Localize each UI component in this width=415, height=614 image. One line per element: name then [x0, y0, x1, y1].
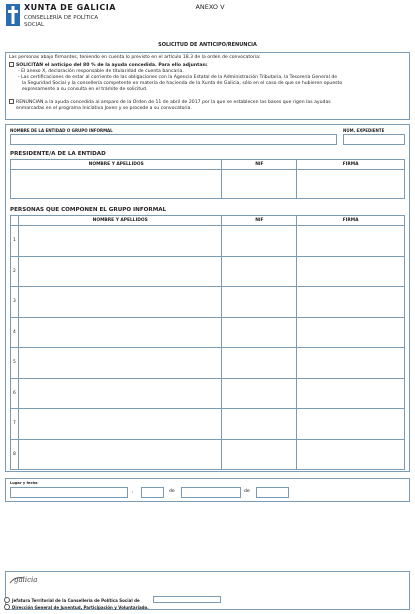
table-row: [11, 226, 405, 257]
anticipo-item-2c: expresamente a su consulta en el trámite de solicitud.: [22, 86, 148, 92]
member-name-input[interactable]: [18, 439, 221, 470]
entity-name-input[interactable]: [10, 134, 337, 145]
member-nif-input[interactable]: [222, 317, 297, 348]
president-section-title: PRESIDENTE/A DE LA ENTIDAD: [10, 151, 106, 157]
group-table: [10, 215, 405, 470]
recipient-direccion-label: Dirección General de Juventud, Participación y Voluntariado.: [12, 604, 149, 610]
member-nif-input[interactable]: [222, 409, 297, 440]
group-section-title: PERSONAS QUE COMPONEN EL GRUPO INFORMAL: [10, 207, 167, 213]
table-row: [11, 348, 405, 379]
anticipo-item-2b: la Seguridad Social y la consellería competente en materia de hacienda de la Xunta de Galicia, sólo en el caso de que se hubieren opuesto: [22, 80, 343, 86]
recipient-direccion-radio[interactable]: [4, 604, 10, 610]
expediente-input[interactable]: [343, 134, 405, 145]
table-row: [11, 439, 405, 470]
day-input[interactable]: [141, 487, 164, 498]
president-name-input[interactable]: [11, 170, 222, 199]
member-signature-field[interactable]: [297, 348, 405, 379]
member-signature-field[interactable]: [297, 287, 405, 318]
de-separator-2: de: [244, 489, 250, 494]
comma-separator: ,: [132, 489, 134, 494]
group-col-number: [11, 216, 19, 226]
member-signature-field[interactable]: [297, 439, 405, 470]
department-name: [24, 15, 124, 29]
annex-label: ANEXO V: [195, 3, 225, 11]
table-row: [11, 317, 405, 348]
table-row: [11, 409, 405, 440]
org-name: XUNTA DE GALICIA: [24, 3, 116, 12]
row-number: 8: [11, 439, 19, 470]
member-name-input[interactable]: [18, 226, 221, 257]
department-line-1: CONSELLERÍA DE POLÍTICA: [24, 15, 99, 21]
president-nif-input[interactable]: [222, 170, 297, 199]
row-number: 3: [11, 287, 19, 318]
member-nif-input[interactable]: [222, 287, 297, 318]
president-signature-field[interactable]: [297, 170, 405, 199]
group-col-firma: FIRMA: [297, 216, 405, 226]
declaration-intro: Las personas abajo firmantes, teniendo en cuenta lo previsto en el artículo 18.3 de la orden de convocatoria:: [9, 55, 261, 60]
member-nif-input[interactable]: [222, 226, 297, 257]
option-anticipo-label: SOLICITAN el anticipo del 80 % de la ayuda concedida. Para ello adjuntan:: [16, 63, 208, 68]
anticipo-item-1: - El anexo X, declaración responsable de titularidad de cuenta bancaria.: [18, 68, 184, 74]
member-name-input[interactable]: [18, 348, 221, 379]
row-number: 5: [11, 348, 19, 379]
place-input[interactable]: [10, 487, 128, 498]
table-row: [11, 256, 405, 287]
member-nif-input[interactable]: [222, 378, 297, 409]
place-date-label: Lugar y fecha: [10, 481, 38, 485]
member-nif-input[interactable]: [222, 439, 297, 470]
president-table: [10, 159, 405, 199]
department-line-2: SOCIAL: [24, 22, 45, 28]
recipient-jefatura-radio[interactable]: [4, 597, 10, 603]
row-number: 4: [11, 317, 19, 348]
row-number: 1: [11, 226, 19, 257]
member-nif-input[interactable]: [222, 348, 297, 379]
member-name-input[interactable]: [18, 256, 221, 287]
form-title: SOLICITUD DE ANTICIPO/RENUNCIA: [158, 42, 257, 48]
member-name-input[interactable]: [18, 409, 221, 440]
member-signature-field[interactable]: [297, 226, 405, 257]
group-col-name: NOMBRE Y APELLIDOS: [18, 216, 221, 226]
row-number: 7: [11, 409, 19, 440]
member-signature-field[interactable]: [297, 409, 405, 440]
year-input[interactable]: [256, 487, 289, 498]
member-name-input[interactable]: [18, 287, 221, 318]
member-name-input[interactable]: [18, 378, 221, 409]
member-name-input[interactable]: [18, 317, 221, 348]
member-nif-input[interactable]: [222, 256, 297, 287]
recipient-jefatura-label: Jefatura Territorial de la Consellería de Política Social de: [12, 597, 140, 603]
de-separator-1: de: [169, 489, 175, 494]
table-row: [11, 378, 405, 409]
president-col-nif: NIF: [222, 160, 297, 170]
president-col-firma: FIRMA: [297, 160, 405, 170]
row-number: 2: [11, 256, 19, 287]
galicia-logo: galicia: [14, 576, 38, 584]
jefatura-province-input[interactable]: [153, 596, 221, 603]
option-renuncia-line-2: enmarcadas en el programa Iniciativa Joven y se procede a su convocatoria.: [16, 105, 192, 111]
member-signature-field[interactable]: [297, 378, 405, 409]
month-input[interactable]: [181, 487, 241, 498]
anticipo-checkbox[interactable]: [9, 62, 14, 67]
entity-name-label: NOMBRE DE LA ENTIDAD O GRUPO INFORMAL: [10, 128, 113, 133]
row-number: 6: [11, 378, 19, 409]
group-col-nif: NIF: [222, 216, 297, 226]
member-signature-field[interactable]: [297, 317, 405, 348]
renuncia-checkbox[interactable]: [9, 99, 14, 104]
option-renuncia-line-1: RENUNCIAN a la ayuda concedida al amparo de la Orden de 11 de abril de 2017 por la que se establecen las bases que rigen las ayudas: [16, 100, 331, 105]
president-col-name: NOMBRE Y APELLIDOS: [11, 160, 222, 170]
expediente-label: NÚM. EXPEDIENTE: [343, 128, 385, 133]
anticipo-item-2a: - Las certificaciones de estar al corriente de las obligaciones con la Agencia Estatal de la Administración Tributaria, la Tesorería General de: [18, 74, 338, 80]
xunta-cross-logo-icon: [6, 4, 20, 26]
table-row: [11, 287, 405, 318]
member-signature-field[interactable]: [297, 256, 405, 287]
